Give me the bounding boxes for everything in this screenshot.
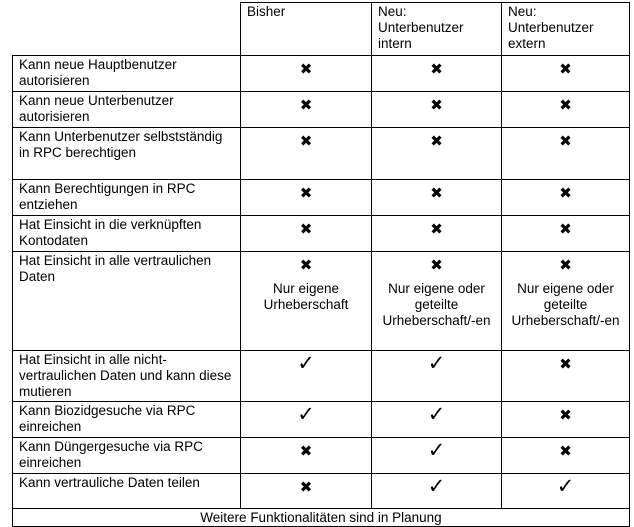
table-row bbox=[13, 180, 630, 216]
row-label: Kann neue Hauptbenutzer autorisieren bbox=[13, 56, 241, 92]
scope-note: Nur eigene Urheberschaft bbox=[263, 281, 349, 312]
column-header-line: extern bbox=[508, 36, 546, 51]
table-row bbox=[13, 92, 630, 128]
table-row bbox=[13, 216, 630, 252]
column-header-line: Bisher bbox=[247, 4, 286, 19]
column-header-line: Unterbenutzer bbox=[508, 20, 594, 35]
permission-cell bbox=[372, 438, 502, 474]
permission-cell bbox=[241, 216, 372, 252]
column-header-line: Unterbenutzer bbox=[378, 20, 464, 35]
permission-cell bbox=[241, 180, 372, 216]
cross-icon: ✖ bbox=[430, 220, 443, 238]
table-row bbox=[13, 474, 630, 509]
row-label: Hat Einsicht in alle nicht-vertraulichen Daten und kann diese mutieren bbox=[13, 351, 241, 402]
cross-icon: ✖ bbox=[299, 256, 313, 274]
table-row bbox=[13, 128, 630, 180]
permission-cell bbox=[502, 252, 630, 351]
row-label: Kann Düngergesuche via RPC einreichen bbox=[13, 438, 241, 474]
permission-cell bbox=[502, 128, 630, 180]
cross-icon: ✖ bbox=[559, 184, 572, 202]
permission-cell bbox=[372, 128, 502, 180]
check-icon: ✓ bbox=[427, 438, 446, 462]
permission-cell bbox=[241, 56, 372, 92]
permission-cell bbox=[372, 56, 502, 92]
permission-cell bbox=[372, 252, 502, 351]
column-header-line: Neu: bbox=[508, 4, 537, 19]
permission-cell bbox=[241, 438, 372, 474]
check-icon: ✓ bbox=[427, 402, 446, 426]
permission-cell bbox=[241, 128, 372, 180]
cross-icon: ✖ bbox=[559, 406, 572, 424]
permission-cell bbox=[241, 474, 372, 509]
cross-icon: ✖ bbox=[430, 184, 443, 202]
column-header-line: intern bbox=[378, 36, 412, 51]
permission-cell bbox=[502, 474, 630, 509]
cross-icon: ✖ bbox=[299, 132, 313, 150]
check-icon: ✓ bbox=[427, 474, 446, 498]
column-header bbox=[241, 3, 372, 56]
permission-cell bbox=[502, 180, 630, 216]
permission-cell bbox=[502, 92, 630, 128]
row-label: Kann Biozidgesuche via RPC einreichen bbox=[13, 402, 241, 438]
table-row bbox=[13, 351, 630, 402]
row-label: Hat Einsicht in die verknüpften Kontodaten bbox=[13, 216, 241, 252]
cross-icon: ✖ bbox=[559, 442, 572, 460]
scope-note: Nur eigene oder geteilte Urheberschaft/-en bbox=[511, 281, 620, 328]
cross-icon: ✖ bbox=[430, 60, 443, 78]
row-label: Kann Unterbenutzer selbstständig in RPC berechtigen bbox=[13, 128, 241, 180]
header-empty-cell bbox=[13, 3, 241, 56]
cross-icon: ✖ bbox=[299, 220, 313, 238]
row-label: Kann vertrauliche Daten teilen bbox=[13, 474, 241, 509]
check-icon: ✓ bbox=[556, 474, 575, 498]
permissions-table bbox=[12, 2, 630, 527]
row-label: Kann neue Unterbenutzer autorisieren bbox=[13, 92, 241, 128]
cross-icon: ✖ bbox=[430, 132, 443, 150]
cross-icon: ✖ bbox=[299, 184, 313, 202]
row-label: Hat Einsicht in alle vertraulichen Daten bbox=[13, 252, 241, 351]
permission-cell bbox=[241, 92, 372, 128]
permission-cell bbox=[372, 402, 502, 438]
permission-cell bbox=[241, 402, 372, 438]
cross-icon: ✖ bbox=[299, 60, 313, 78]
permission-cell bbox=[502, 56, 630, 92]
cross-icon: ✖ bbox=[299, 442, 313, 460]
permission-cell bbox=[502, 351, 630, 402]
column-header bbox=[502, 3, 630, 56]
row-label: Kann Berechtigungen in RPC entziehen bbox=[13, 180, 241, 216]
cross-icon: ✖ bbox=[559, 220, 572, 238]
cross-icon: ✖ bbox=[559, 256, 572, 274]
table-row bbox=[13, 252, 630, 351]
header-row bbox=[13, 3, 630, 56]
permission-cell bbox=[372, 180, 502, 216]
permission-cell bbox=[372, 92, 502, 128]
permission-cell bbox=[502, 216, 630, 252]
cross-icon: ✖ bbox=[559, 60, 572, 78]
footer-row bbox=[13, 509, 630, 527]
permission-cell bbox=[502, 438, 630, 474]
permission-cell bbox=[241, 351, 372, 402]
permission-cell bbox=[372, 351, 502, 402]
table-row bbox=[13, 438, 630, 474]
permission-cell bbox=[372, 216, 502, 252]
table-row bbox=[13, 402, 630, 438]
cross-icon: ✖ bbox=[299, 478, 313, 496]
scope-note: Nur eigene oder geteilte Urheberschaft/-en bbox=[382, 281, 491, 328]
check-icon: ✓ bbox=[297, 402, 315, 426]
permission-cell bbox=[241, 252, 372, 351]
cross-icon: ✖ bbox=[430, 96, 443, 114]
check-icon: ✓ bbox=[427, 351, 446, 375]
cross-icon: ✖ bbox=[559, 132, 572, 150]
cross-icon: ✖ bbox=[559, 96, 572, 114]
table-row bbox=[13, 56, 630, 92]
check-icon: ✓ bbox=[297, 351, 315, 375]
cross-icon: ✖ bbox=[430, 256, 443, 274]
permission-cell bbox=[502, 402, 630, 438]
cross-icon: ✖ bbox=[299, 96, 313, 114]
planned-features-note: Weitere Funktionalitäten sind in Planung bbox=[13, 509, 630, 527]
column-header-line: Neu: bbox=[378, 4, 407, 19]
permission-cell bbox=[372, 474, 502, 509]
column-header bbox=[372, 3, 502, 56]
cross-icon: ✖ bbox=[559, 355, 572, 373]
